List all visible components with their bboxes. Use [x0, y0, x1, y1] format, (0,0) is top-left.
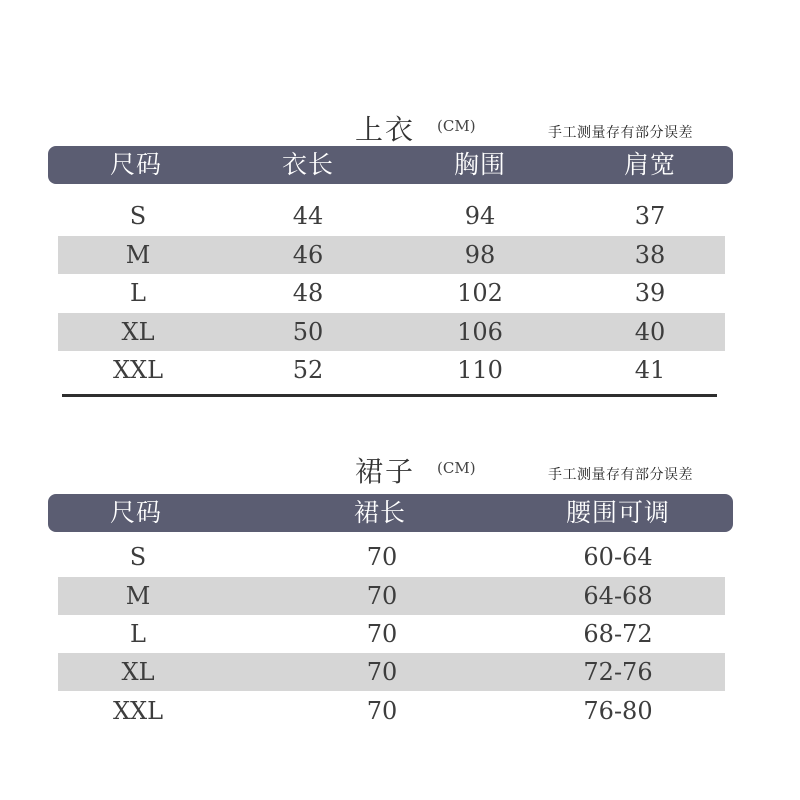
- skirt-cell-length: 70: [366, 697, 398, 725]
- skirt-cell-size: S: [129, 543, 147, 571]
- tops-header-bar: [48, 146, 733, 184]
- tops-cell-size: M: [125, 241, 151, 269]
- tops-cell-chest: 94: [464, 202, 496, 230]
- tops-cell-chest: 106: [457, 318, 503, 346]
- tops-unit: (CM): [437, 117, 476, 135]
- skirt-cell-length: 70: [366, 582, 398, 610]
- skirt-cell-waist: 64-68: [583, 582, 653, 610]
- skirt-header-length: 裙长: [353, 498, 407, 527]
- tops-cell-chest: 110: [457, 356, 503, 384]
- skirt-cell-length: 70: [366, 620, 398, 648]
- skirt-title: 裙子: [355, 455, 416, 488]
- tops-cell-length: 52: [292, 356, 324, 384]
- tops-title: 上衣: [355, 113, 416, 146]
- skirt-unit: (CM): [437, 459, 476, 477]
- tops-cell-shoulder: 38: [634, 241, 666, 269]
- tops-cell-size: XL: [121, 318, 155, 346]
- skirt-table-row: [58, 653, 725, 691]
- skirt-cell-size: M: [125, 582, 151, 610]
- skirt-cell-waist: 60-64: [583, 543, 653, 571]
- tops-cell-chest: 102: [457, 279, 503, 307]
- tops-header-chest: 胸围: [453, 150, 507, 179]
- skirt-header-waist: 腰围可调: [565, 498, 671, 527]
- skirt-cell-size: XXL: [112, 697, 164, 725]
- skirt-cell-size: XL: [121, 658, 155, 686]
- tops-cell-length: 46: [292, 241, 324, 269]
- tops-cell-length: 44: [292, 202, 324, 230]
- tops-cell-shoulder: 39: [634, 279, 666, 307]
- tops-table-row: [58, 351, 725, 389]
- skirt-cell-waist: 72-76: [583, 658, 653, 686]
- tops-cell-shoulder: 37: [634, 202, 666, 230]
- tops-cell-chest: 98: [464, 241, 496, 269]
- tops-cell-length: 48: [292, 279, 324, 307]
- tops-header-size: 尺码: [109, 150, 163, 179]
- skirt-header-size: 尺码: [109, 498, 163, 527]
- tops-measurement-note: 手工测量存有部分误差: [548, 125, 693, 141]
- skirt-table-row: [58, 538, 725, 576]
- tops-cell-size: XXL: [112, 356, 164, 384]
- tops-header-shoulder: 肩宽: [623, 150, 677, 179]
- skirt-cell-waist: 76-80: [583, 697, 653, 725]
- tops-table-row: [58, 236, 725, 274]
- skirt-cell-length: 70: [366, 543, 398, 571]
- tops-cell-size: S: [129, 202, 147, 230]
- tops-table-row: [58, 197, 725, 235]
- tops-cell-length: 50: [292, 318, 324, 346]
- tops-table-row: [58, 313, 725, 351]
- skirt-table-row: [58, 615, 725, 653]
- tops-cell-shoulder: 41: [634, 356, 666, 384]
- tops-header-length: 衣长: [281, 150, 335, 179]
- skirt-table-row: [58, 577, 725, 615]
- skirt-header-bar: [48, 494, 733, 532]
- tops-table-row: [58, 274, 725, 312]
- skirt-table-row: [58, 692, 725, 730]
- tops-cell-shoulder: 40: [634, 318, 666, 346]
- tops-bottom-rule: [62, 394, 717, 397]
- skirt-cell-waist: 68-72: [583, 620, 653, 648]
- skirt-cell-length: 70: [366, 658, 398, 686]
- tops-cell-size: L: [130, 279, 146, 307]
- skirt-cell-size: L: [130, 620, 146, 648]
- skirt-measurement-note: 手工测量存有部分误差: [548, 467, 693, 483]
